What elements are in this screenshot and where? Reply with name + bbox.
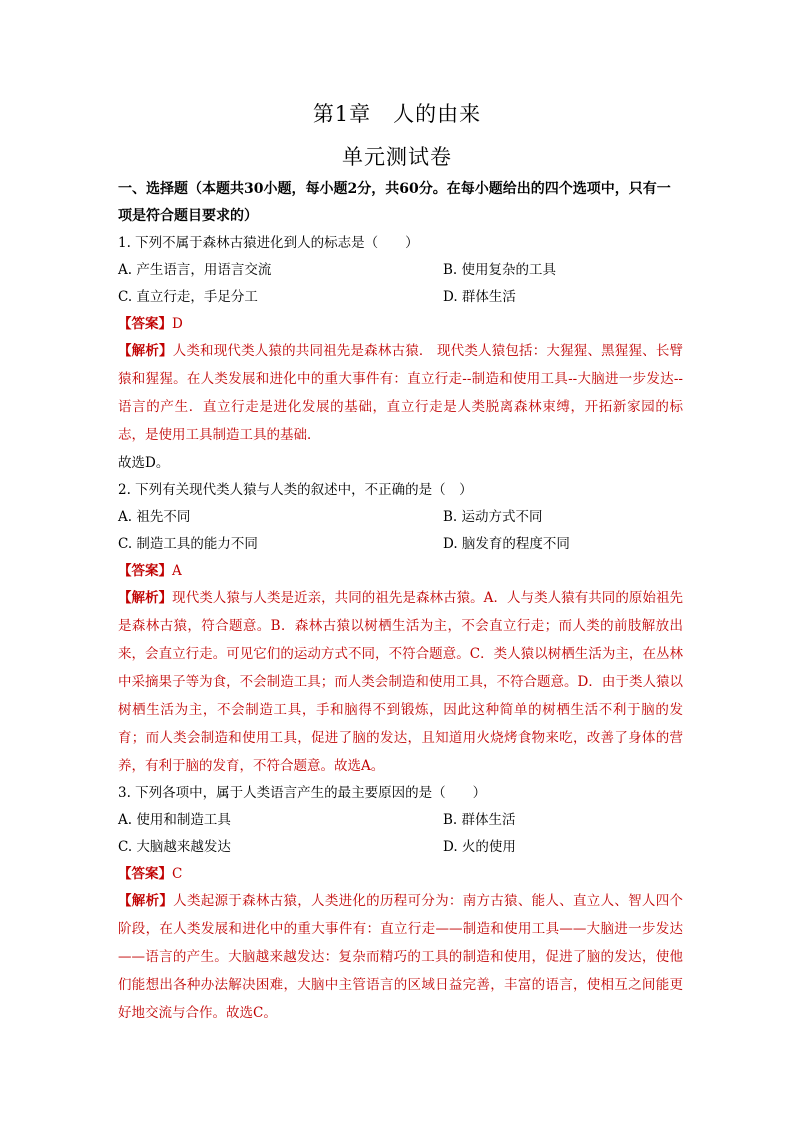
analysis-text: 现代类人猿与人类是近亲，共同的祖先是森林古猿。A．人与类人猿有共同的原始祖先是森林古猿，符合题意。B．森林古猿以树栖生活为主，不会直立行走；而人类的前肢解放出来，会直立行走。可见它们的运动方式不同，不符合题意。C．类人猿以树栖生活为主，在丛林中采摘果子等为食，不会制造工具；而人类会制造和使用工具，不符合题意。D．由于类人猿以树栖生活为主，不会制造工具，手和脑得不到锻炼，因此这种简单的树栖生活不利于脑的发育；而人类会制造和使用工具，促进了脑的发达，且知道用火烧烤食物来吃，改善了身体的营养，有利于脑的发育，不符合题意。故选A。	[118, 590, 683, 774]
options-row	[118, 531, 683, 558]
question-stem: 1. 下列不属于森林古猿进化到人的标志是（ ）	[118, 235, 419, 251]
answer-line	[118, 311, 683, 337]
analysis-paragraph	[118, 887, 683, 1027]
test-subtitle: 单元测试卷	[342, 145, 452, 169]
analysis-text: 人类起源于森林古猿，人类进化的历程可分为：南方古猿、能人、直立人、智人四个阶段，在人类发展和进化中的重大事件有：直立行走——制造和使用工具——大脑进一步发达——语言的产生。大脑越来越发达：复杂而精巧的工具的制造和使用，促进了脑的发达，使他们能想出各种办法解决困难，大脑中主管语言的区域日益完善，丰富的语言，使相互之间能更好地交流与合作。故选C。	[118, 893, 684, 1021]
options-row	[118, 257, 683, 284]
question-block	[118, 780, 683, 1027]
options-row	[118, 284, 683, 311]
question-block	[118, 477, 683, 780]
answer-line	[118, 558, 683, 584]
option-d: D. 脑发育的程度不同	[443, 536, 570, 552]
answer-line	[118, 861, 683, 887]
option-c: C. 制造工具的能力不同	[118, 536, 258, 552]
analysis-tag: 【解析】	[118, 590, 173, 606]
analysis-paragraph	[118, 337, 683, 449]
option-c: C. 大脑越来越发达	[118, 839, 231, 855]
question-stem: 2. 下列有关现代类人猿与人类的叙述中，不正确的是（ ）	[118, 482, 473, 498]
analysis-tag: 【解析】	[118, 893, 174, 909]
chapter-title: 第1章 人的由来	[312, 102, 482, 126]
option-d: D. 火的使用	[443, 839, 516, 855]
options-row	[118, 807, 683, 834]
answer-tag: 【答案】	[118, 866, 172, 882]
analysis-tag: 【解析】	[118, 343, 173, 359]
option-b: B. 使用复杂的工具	[443, 262, 557, 278]
answer-value: A	[172, 563, 182, 579]
option-b: B. 运动方式不同	[443, 509, 543, 525]
answer-value: C	[172, 866, 183, 882]
section-heading: 一、选择题（本题共30小题，每小题2分，共60分。在每小题给出的四个选项中，只有一项是符合题目要求的）	[118, 181, 671, 224]
question-stem: 3. 下列各项中，属于人类语言产生的最主要原因的是（ ）	[118, 785, 487, 801]
option-a: A. 祖先不同	[118, 509, 191, 525]
analysis-paragraph	[118, 584, 683, 780]
options-row	[118, 834, 683, 861]
options-row	[118, 504, 683, 531]
option-b: B. 群体生活	[443, 812, 516, 828]
option-d: D. 群体生活	[443, 289, 516, 305]
document-body	[118, 176, 683, 1027]
option-a: A. 使用和制造工具	[118, 812, 231, 828]
conclusion-line: 故选D。	[118, 455, 170, 471]
option-a: A. 产生语言，用语言交流	[118, 262, 272, 278]
answer-tag: 【答案】	[118, 316, 172, 332]
option-c: C. 直立行走，手足分工	[118, 289, 258, 305]
analysis-text: 人类和现代类人猿的共同祖先是森林古猿． 现代类人猿包括：大猩猩、黑猩猩、长臂猿和猩猩。在人类发展和进化中的重大事件有：直立行走--制造和使用工具--大脑进一步发达--语言的产生．直立行走是进化发展的基础，直立行走是人类脱离森林束缚，开拓新家园的标志，是使用工具制造工具的基础．	[118, 343, 683, 443]
question-block	[118, 230, 683, 477]
answer-value: D	[172, 316, 183, 332]
answer-tag: 【答案】	[118, 563, 172, 579]
